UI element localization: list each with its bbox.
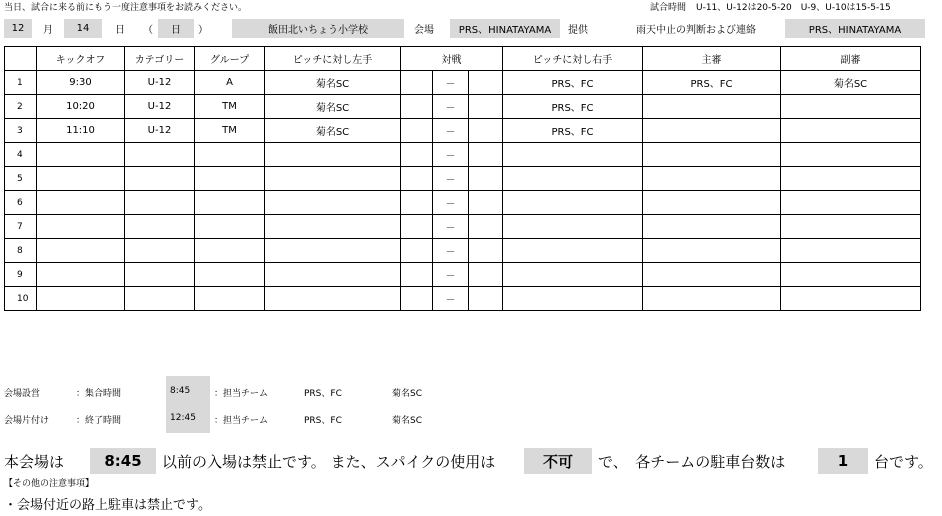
cleanup-team-1: PRS、FC [304,416,342,426]
header-assistant: 副審 [781,47,921,71]
header-match: 対戦 [401,47,503,71]
right-team [503,287,643,311]
paren-open: （ [143,25,153,36]
provider-name: PRS、HINATAYAMA [458,25,552,36]
category [125,287,195,311]
vs-dash: － [433,191,469,215]
left-team [265,191,401,215]
header-left-team: ピッチに対し左手 [265,47,401,71]
cleanup-label: 会場片付け [4,416,50,426]
entry-time: 8:45 [90,448,156,474]
row-number: 6 [5,191,37,215]
row-number: 10 [5,287,37,311]
header-notice: 当日、試合に来る前にもう一度注意事項をお読みください。 [4,3,248,13]
rain-label: 雨天中止の判断および連絡 [636,25,756,36]
category [125,167,195,191]
match-time-value: U-11、U-12は20-5-20 U-9、U-10は15-5-15 [696,3,891,13]
cleanup-time-label: ：終了時間 [76,416,122,426]
group [195,167,265,191]
group [195,287,265,311]
assistant-referee: 菊名SC [781,71,921,95]
vs-dash: － [433,287,469,311]
table-header-row [5,47,921,71]
left-team [265,143,401,167]
left-team: 菊名SC [265,71,401,95]
schedule-table [4,46,921,311]
assistant-referee [781,239,921,263]
right-team: PRS、FC [503,71,643,95]
kickoff-time [37,287,125,311]
weekday-value: 日 [171,25,181,36]
kickoff-time [37,239,125,263]
setup-label: 会場設営 [4,389,41,399]
vs-dash: － [433,263,469,287]
header-category: カテゴリー [125,47,195,71]
right-score [469,239,503,263]
group: TM [195,95,265,119]
kickoff-time: 11:10 [37,119,125,143]
left-score [401,239,433,263]
group: A [195,71,265,95]
right-team [503,143,643,167]
right-team: PRS、FC [503,95,643,119]
assistant-referee [781,215,921,239]
right-team: PRS、FC [503,119,643,143]
right-score [469,191,503,215]
row-number: 4 [5,143,37,167]
table-row [5,287,921,311]
referee [643,239,781,263]
kickoff-time [37,215,125,239]
header-no [5,47,37,71]
category [125,263,195,287]
group [195,143,265,167]
right-score [469,143,503,167]
group [195,239,265,263]
left-team [265,167,401,191]
right-score [469,95,503,119]
referee [643,167,781,191]
left-score [401,119,433,143]
cleanup-team-label: ：担当チーム [214,416,269,426]
category: U-12 [125,95,195,119]
category [125,239,195,263]
assistant-referee [781,95,921,119]
right-score [469,167,503,191]
row-number: 9 [5,263,37,287]
notice-text-1: 本会場は [4,452,65,471]
group [195,191,265,215]
day-label: 日 [115,25,125,36]
right-score [469,71,503,95]
left-team [265,215,401,239]
assistant-referee [781,287,921,311]
kickoff-time [37,263,125,287]
right-score [469,263,503,287]
assistant-referee [781,263,921,287]
referee [643,119,781,143]
category [125,191,195,215]
notice-text-3: で、 各チームの駐車台数は [598,452,786,471]
right-team [503,167,643,191]
left-score [401,287,433,311]
assistant-referee [781,191,921,215]
rain-contact: PRS、HINATAYAMA [808,25,902,36]
left-score [401,167,433,191]
row-number: 7 [5,215,37,239]
right-score [469,287,503,311]
vs-dash: － [433,119,469,143]
right-team [503,263,643,287]
table-row [5,71,921,95]
setup-time-label: ：集合時間 [76,389,122,399]
referee [643,143,781,167]
table-row [5,143,921,167]
other-notes-title: 【その他の注意事項】 [4,479,95,489]
vs-dash: － [433,95,469,119]
category: U-12 [125,119,195,143]
venue-label: 会場 [414,25,434,36]
vs-dash: － [433,215,469,239]
left-team: 菊名SC [265,119,401,143]
category [125,143,195,167]
assistant-referee [781,119,921,143]
referee [643,263,781,287]
left-score [401,263,433,287]
referee: PRS、FC [643,71,781,95]
table-row [5,119,921,143]
setup-team-label: ：担当チーム [214,389,269,399]
referee [643,287,781,311]
referee [643,95,781,119]
row-number: 1 [5,71,37,95]
setup-time: 8:45 [170,386,191,396]
day-value: 14 [76,23,90,34]
table-row [5,167,921,191]
month-label: 月 [43,25,53,36]
cleanup-team-2: 菊名SC [392,416,422,426]
left-score [401,215,433,239]
left-score [401,95,433,119]
right-team [503,239,643,263]
header-right-team: ピッチに対し右手 [503,47,643,71]
kickoff-time: 9:30 [37,71,125,95]
table-row [5,215,921,239]
header-referee: 主審 [643,47,781,71]
row-number: 3 [5,119,37,143]
row-number: 8 [5,239,37,263]
setup-team-1: PRS、FC [304,389,342,399]
notice-text-2: 以前の入場は禁止です。 また、スパイクの使用は [162,452,496,471]
cleanup-time: 12:45 [170,413,196,423]
table-row [5,95,921,119]
vs-dash: － [433,71,469,95]
group [195,263,265,287]
category: U-12 [125,71,195,95]
month-value: 12 [11,23,25,34]
left-score [401,71,433,95]
vs-dash: － [433,239,469,263]
left-team [265,287,401,311]
right-score [469,119,503,143]
kickoff-time [37,167,125,191]
other-note-item: ・会場付近の路上駐車は禁止です。 [4,498,211,513]
kickoff-time [37,191,125,215]
assistant-referee [781,167,921,191]
assistant-referee [781,143,921,167]
group [195,215,265,239]
spike-usage: 不可 [524,448,592,474]
right-team [503,191,643,215]
vs-dash: － [433,143,469,167]
paren-close: ） [198,25,208,36]
left-score [401,191,433,215]
right-score [469,215,503,239]
left-score [401,143,433,167]
referee [643,215,781,239]
provider-label: 提供 [568,25,588,36]
group: TM [195,119,265,143]
left-team [265,263,401,287]
right-team [503,215,643,239]
setup-team-2: 菊名SC [392,389,422,399]
notice-text-4: 台です。 [874,452,933,471]
left-team [265,239,401,263]
kickoff-time: 10:20 [37,95,125,119]
kickoff-time [37,143,125,167]
category [125,215,195,239]
parking-count: 1 [818,448,868,474]
header-kickoff: キックオフ [37,47,125,71]
row-number: 5 [5,167,37,191]
vs-dash: － [433,167,469,191]
table-row [5,239,921,263]
header-group: グループ [195,47,265,71]
left-team: 菊名SC [265,95,401,119]
match-time-label: 試合時間 [650,3,687,13]
venue-name: 飯田北いちょう小学校 [268,25,368,36]
row-number: 2 [5,95,37,119]
table-row [5,191,921,215]
table-row [5,263,921,287]
referee [643,191,781,215]
